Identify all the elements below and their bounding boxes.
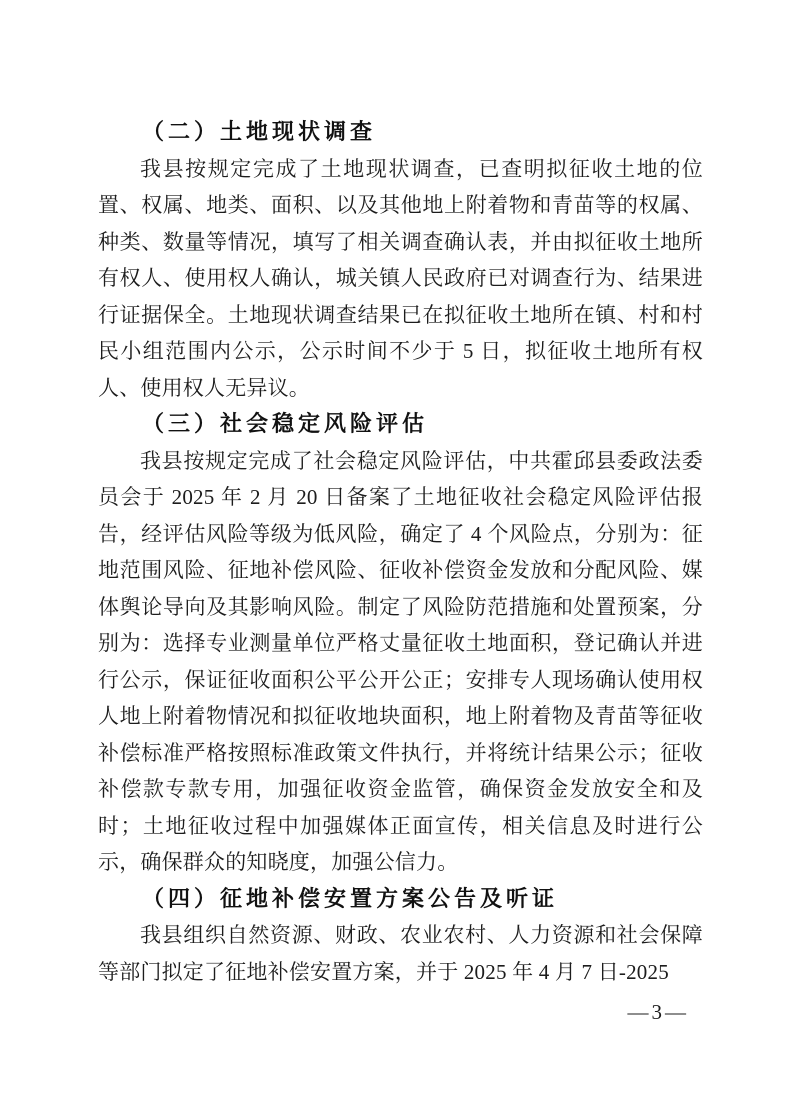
section-heading: （二）土地现状调查 <box>142 119 377 144</box>
section-social-stability-risk-assessment <box>98 406 703 881</box>
paragraph: 我县按规定完成了社会稳定风险评估，中共霍邱县委政法委员会于 2025 年 2 月 20 日备案了土地征收社会稳定风险评估报告，经评估风险等级为低风险，确定了 4 个风险点，分别为：征地范围风险、征地补偿风险、征收补偿资金发放和分配风险、媒体舆论导向及其影响风险。制定了风险防范措施和处置预案，分别为：选择专业测量单位严格丈量征收土地面积，登记确认并进行公示，保证征收面积公平公开公正；安排专人现场确认使用权人地上附着物情况和拟征收地块面积，地上附着物及青苗等征收补偿标准严格按照标准政策文件执行，并将统计结果公示；征收补偿款专款专用，加强征收资金监管，确保资金发放安全和及时；土地征收过程中加强媒体正面宣传，相关信息及时进行公示，确保群众的知晓度，加强公信力。 <box>98 448 703 874</box>
page-number: —3— <box>627 1000 689 1024</box>
section-land-status-survey <box>98 114 703 406</box>
section-heading: （三）社会稳定风险评估 <box>142 411 429 436</box>
paragraph: 我县按规定完成了土地现状调查，已查明拟征收土地的位置、权属、地类、面积、以及其他地上附着物和青苗等的权属、种类、数量等情况，填写了相关调查确认表，并由拟征收土地所有权人、使用权人确认，城关镇人民政府已对调查行为、结果进行证据保全。土地现状调查结果已在拟征收土地所在镇、村和村民小组范围内公示，公示时间不少于 5 日，拟征收土地所有权人、使用权人无异议。 <box>98 156 703 400</box>
section-heading: （四）征地补偿安置方案公告及听证 <box>142 885 559 911</box>
document-content <box>98 114 703 990</box>
paragraph: 我县组织自然资源、财政、农业农村、人力资源和社会保障等部门拟定了征地补偿安置方案，并于 2025 年 4 月 7 日-2025 <box>98 923 703 984</box>
section-compensation-plan-announcement-hearing <box>98 881 703 991</box>
